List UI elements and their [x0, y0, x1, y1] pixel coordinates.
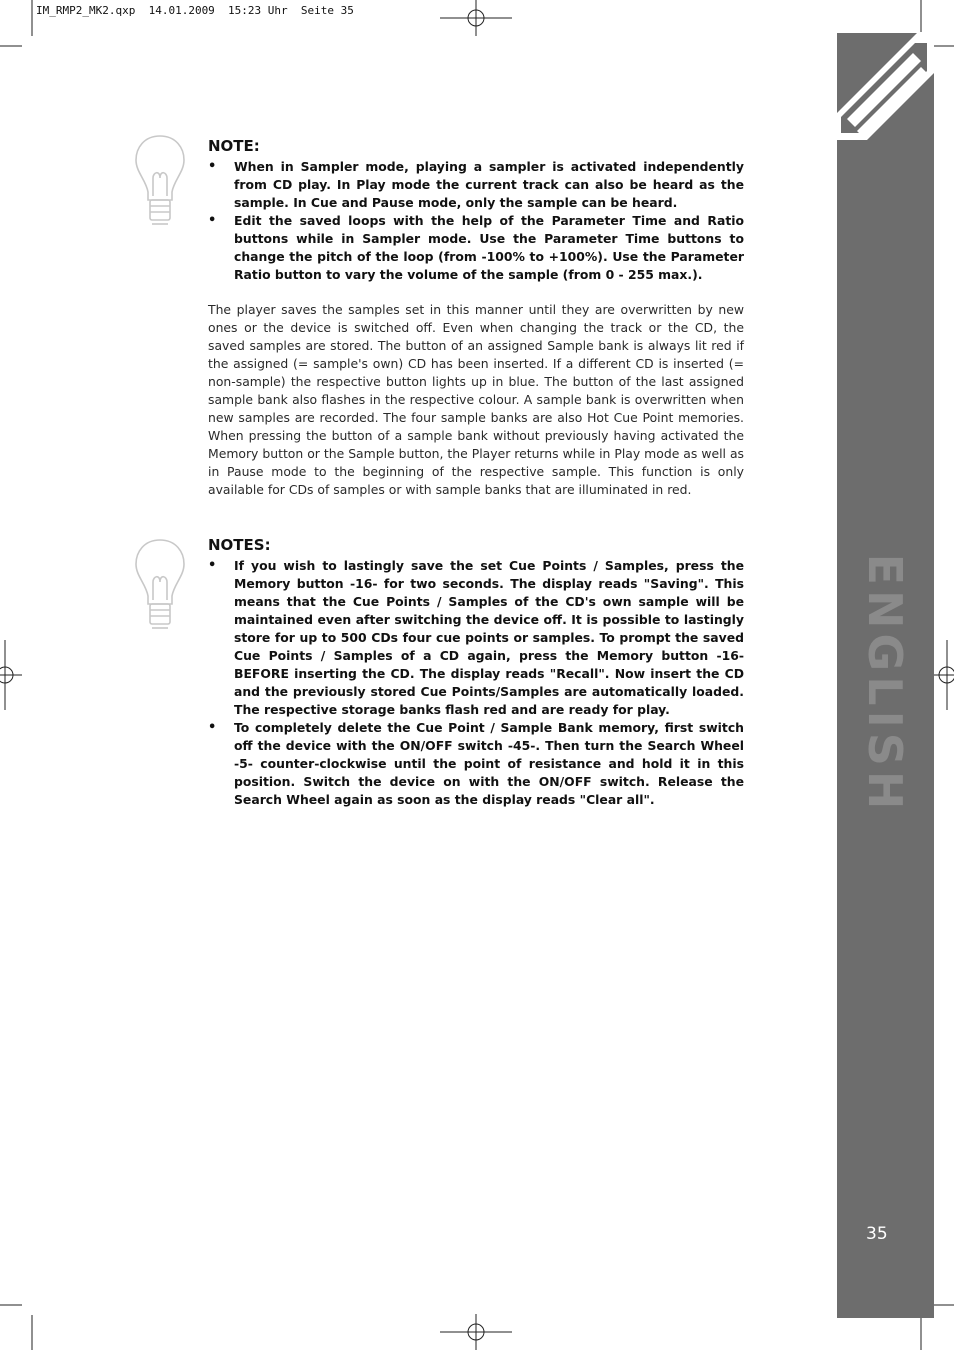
- language-label: ENGLISH: [858, 553, 912, 815]
- notes-bullet: • If you wish to lastingly save the set Cue Points / Samples, press the Memory button -16- for two seconds. The display reads "Saving". This means that the Cue Points / Samples of the CD's own sample will be maintained even after switching the device off. It is possible to lastingly store for up to 500 CDs four cue points or samples. To prompt the saved Cue Points / Samples of a CD again, press the Memory button -16- BEFORE inserting the CD. The display reads "Recall". Now insert the CD and the previously stored Cue Points/Samples are automatically loaded. The respective storage banks flash red and are ready for play.: [208, 557, 744, 719]
- body-paragraph-block: [208, 301, 744, 499]
- note-bullet: • Edit the saved loops with the help of the Parameter Time and Ratio buttons while in Sampler mode. Use the Parameter Time buttons to change the pitch of the loop (from -100% to +100%). Use the Parameter Ratio button to vary the volume of the sample (from 0 - 255 max.).: [208, 212, 744, 284]
- lightbulb-icon: [134, 538, 186, 632]
- print-slug: IM_RMP2_MK2.qxp 14.01.2009 15:23 Uhr Seite 35: [36, 4, 354, 17]
- notes-bullet: • To completely delete the Cue Point / Sample Bank memory, first switch off the device with the ON/OFF switch -45-. Then turn the Search Wheel -5- counter-clockwise until the point of resistance and hold it in this position. Switch the device on with the ON/OFF switch. Release the Search Wheel again as soon as the display reads "Clear all".: [208, 719, 744, 809]
- page-number: 35: [866, 1224, 888, 1244]
- notes-bullet-list: [208, 557, 744, 809]
- note-bullet-list: [208, 158, 744, 284]
- notes-heading: NOTES:: [208, 536, 271, 554]
- body-paragraph: The player saves the samples set in this manner until they are overwritten by new ones or the device is switched off. Even when changing the track or the CD, the saved samples are stored. The button of an assigned Sample bank is always lit red if the assigned (= sample's own) CD has been inserted. If a different CD is inserted (= non-sample) the respective button lights up in blue. The button of the last assigned sample bank also flashes in the respective colour. A sample bank is overwritten when new samples are recorded. The four sample banks are also Hot Cue Point memories. When pressing the button of a sample bank without previously having activated the Memory button or the Sample button, the Player returns while in Play mode as well as in Pause mode to the beginning of the respective sample. This function is only available for CDs of samples or with sample banks that are illuminated in red.: [208, 302, 744, 497]
- note-bullet: • When in Sampler mode, playing a sampler is activated independently from CD play. In Play mode the current track can also be heard as the sample. In Cue and Pause mode, only the sample can be heard.: [208, 158, 744, 212]
- notes-block: [208, 536, 744, 809]
- note-block: [208, 137, 744, 284]
- note-heading: NOTE:: [208, 137, 260, 155]
- brand-logo-icon: [837, 33, 934, 163]
- lightbulb-icon: [134, 134, 186, 228]
